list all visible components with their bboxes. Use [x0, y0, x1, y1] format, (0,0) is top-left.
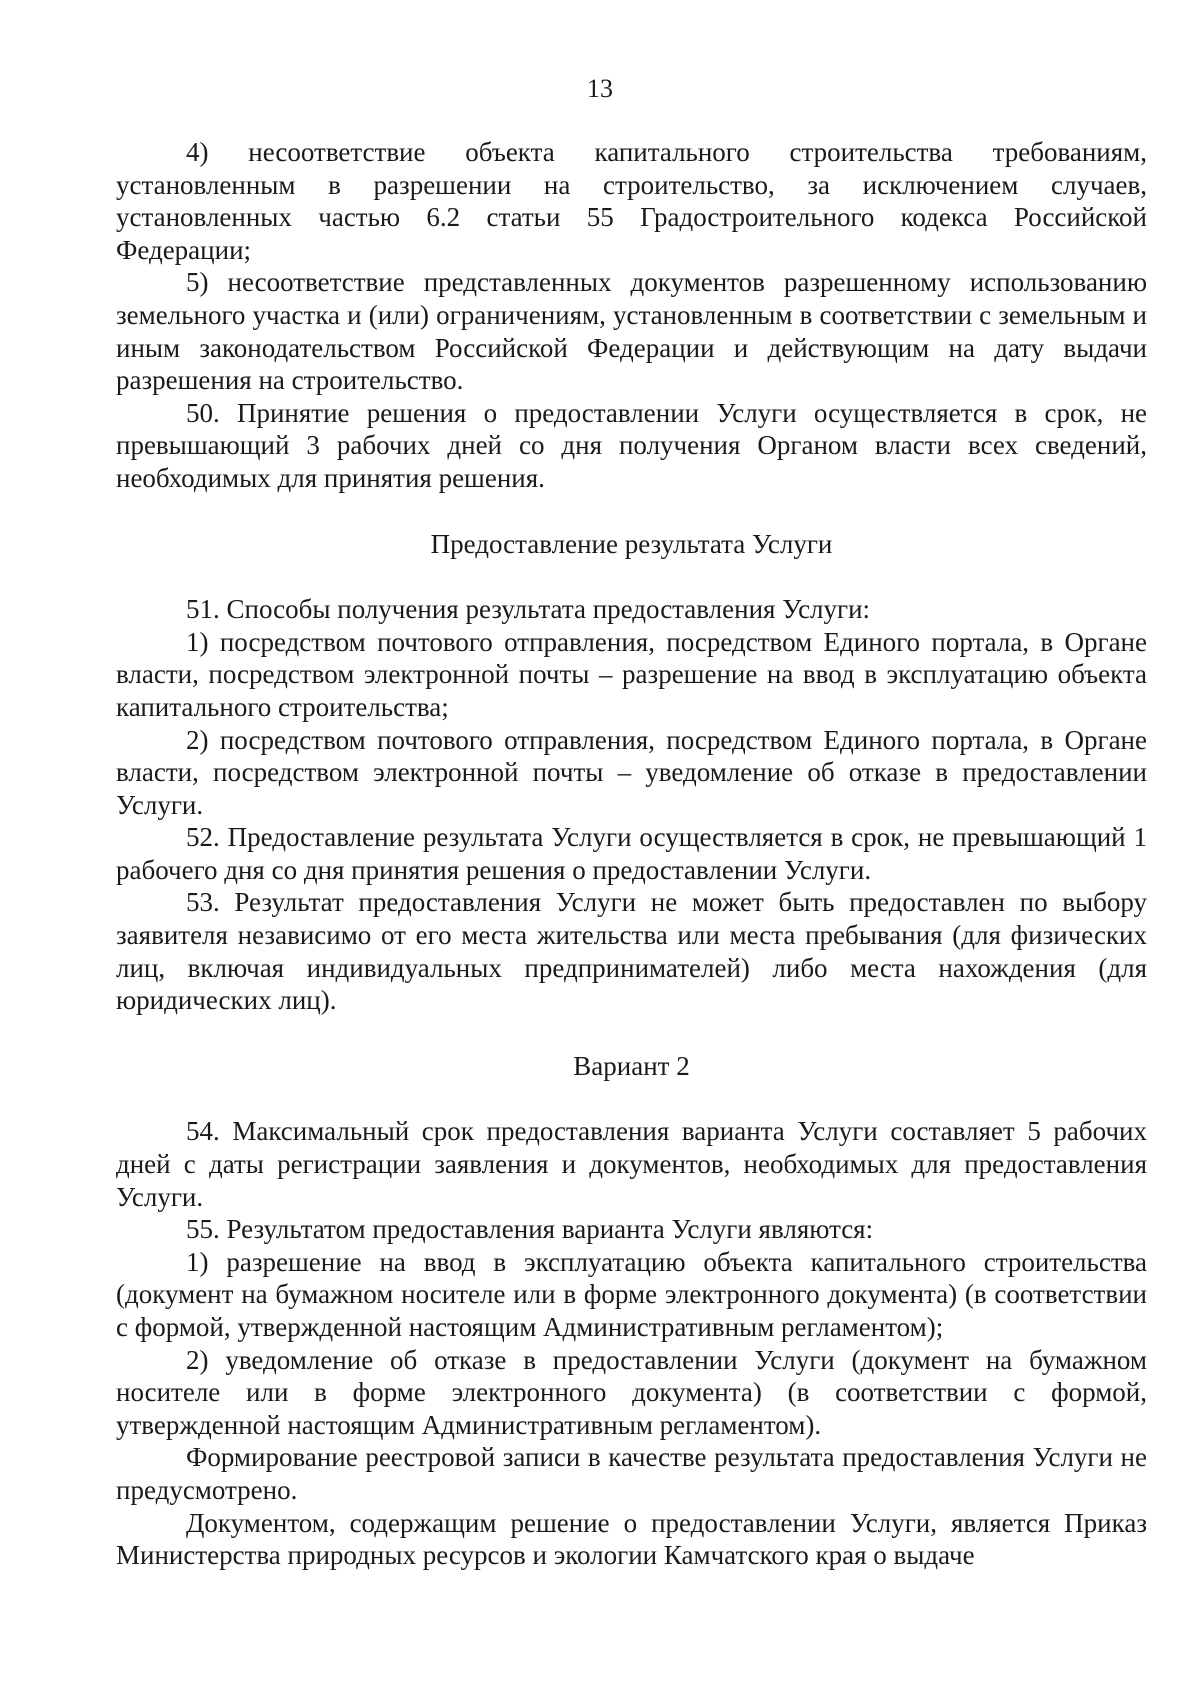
section-heading-result: Предоставление результата Услуги: [430, 528, 833, 559]
document-body: [116, 136, 1147, 1572]
section-heading-variant-2: Вариант 2: [573, 1050, 690, 1081]
paragraph-registry-record: Формирование реестровой записи в качестве результата предоставления Услуги не предусмотрено.: [116, 1442, 1147, 1505]
paragraph-55: 55. Результатом предоставления варианта Услуги являются:: [186, 1214, 874, 1245]
paragraph-55-item-2: 2) уведомление об отказе в предоставлении Услуги (документ на бумажном носителе или в форме электронного документа) (в соответствии с формой, утвержденной настоящим Административным регламентом).: [116, 1344, 1147, 1440]
paragraph-53: 53. Результат предоставления Услуги не может быть предоставлен по выбору заявителя независимо от его места жительства или места пребывания (для физических лиц, включая индивидуальных предпринимателей) либо места нахождения (для юридических лиц).: [116, 887, 1147, 1016]
paragraph-55-item-1: 1) разрешение на ввод в эксплуатацию объекта капитального строительства (документ на бумажном носителе или в форме электронного документа) (в соответствии с формой, утвержденной настоящим Административным регламентом);: [116, 1246, 1147, 1342]
page-number: 13: [587, 74, 613, 103]
paragraph-52: 52. Предоставление результата Услуги осуществляется в срок, не превышающий 1 рабочего дня со дня принятия решения о предоставлении Услуги.: [116, 822, 1147, 885]
paragraph-51: 51. Способы получения результата предоставления Услуги:: [186, 594, 871, 625]
paragraph-item-4: 4) несоответствие объекта капитального строительства требованиям, установленным в разрешении на строительство, за исключением случаев, установленных частью 6.2 статьи 55 Градостроительного кодекса Российской Федерации;: [116, 137, 1147, 265]
paragraph-51-item-2: 2) посредством почтового отправления, посредством Единого портала, в Органе власти, посредством электронной почты – уведомление об отказе в предоставлении Услуги.: [116, 724, 1147, 820]
paragraph-50: 50. Принятие решения о предоставлении Услуги осуществляется в срок, не превышающий 3 рабочих дней со дня получения Органом власти всех сведений, необходимых для принятия решения.: [116, 397, 1147, 493]
paragraph-decision-document: Документом, содержащим решение о предоставлении Услуги, является Приказ Министерства природных ресурсов и экологии Камчатского края о выдаче: [116, 1507, 1147, 1571]
paragraph-item-5: 5) несоответствие представленных документов разрешенному использованию земельного участка и (или) ограничениям, установленным в соответствии с земельным и иным законодательством Российской Федерации и действующим на дату выдачи разрешения на строительство.: [116, 267, 1147, 396]
paragraph-51-item-1: 1) посредством почтового отправления, посредством Единого портала, в Органе власти, посредством электронной почты – разрешение на ввод в эксплуатацию объекта капитального строительства;: [116, 626, 1147, 722]
paragraph-54: 54. Максимальный срок предоставления варианта Услуги составляет 5 рабочих дней с даты регистрации заявления и документов, необходимых для предоставления Услуги.: [116, 1116, 1147, 1212]
